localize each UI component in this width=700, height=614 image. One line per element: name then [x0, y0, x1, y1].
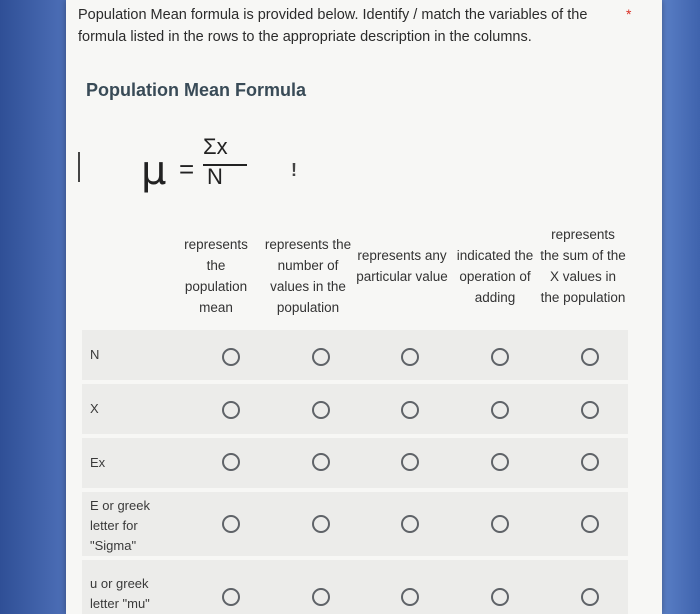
radio-sigma-population-mean[interactable] — [222, 515, 240, 533]
radio-mu-operation-adding[interactable] — [491, 588, 509, 606]
radio-x-operation-adding[interactable] — [491, 401, 509, 419]
radio-ex-number-of-values[interactable] — [312, 453, 330, 471]
radio-x-number-of-values[interactable] — [312, 401, 330, 419]
formula-denominator: N — [207, 164, 223, 189]
radio-mu-sum-of-x[interactable] — [581, 588, 599, 606]
radio-n-population-mean[interactable] — [222, 348, 240, 366]
radio-n-any-value[interactable] — [401, 348, 419, 366]
question-text: Population Mean formula is provided below. Identify / match the variables of the formula listed in the rows to the appropriate description in the columns. — [78, 7, 588, 45]
column-header-population-mean: represents the population mean — [184, 237, 248, 315]
left-background — [0, 0, 66, 614]
formula-numerator: Σx — [203, 134, 228, 159]
radio-n-number-of-values[interactable] — [312, 348, 330, 366]
radio-sigma-sum-of-x[interactable] — [581, 515, 599, 533]
row-label-ex: Ex — [90, 455, 106, 470]
text-cursor — [78, 152, 80, 182]
column-header-any-value: represents any particular value — [356, 248, 448, 284]
grid-row-x — [82, 384, 628, 434]
radio-mu-number-of-values[interactable] — [312, 588, 330, 606]
radio-x-sum-of-x[interactable] — [581, 401, 599, 419]
alert-mark: ! — [291, 160, 297, 180]
radio-mu-population-mean[interactable] — [222, 588, 240, 606]
column-header-sum-of-x: represents the sum of the X values in the population — [540, 227, 626, 305]
required-marker: * — [626, 6, 632, 22]
column-header-operation-adding: indicated the operation of adding — [456, 248, 534, 305]
radio-n-sum-of-x[interactable] — [581, 348, 599, 366]
row-label-x: X — [90, 401, 99, 416]
radio-ex-any-value[interactable] — [401, 453, 419, 471]
right-background — [662, 0, 700, 614]
radio-sigma-number-of-values[interactable] — [312, 515, 330, 533]
question-card — [66, 0, 662, 614]
formula-title: Population Mean Formula — [86, 80, 307, 100]
grid-row-ex — [82, 438, 628, 488]
radio-sigma-any-value[interactable] — [401, 515, 419, 533]
population-mean-formula — [141, 134, 271, 194]
radio-x-any-value[interactable] — [401, 401, 419, 419]
radio-mu-any-value[interactable] — [401, 588, 419, 606]
grid-row-sigma — [82, 492, 628, 556]
radio-ex-population-mean[interactable] — [222, 453, 240, 471]
grid-row-n — [82, 330, 628, 380]
grid-row-mu — [82, 560, 628, 614]
formula-equals: = — [179, 154, 195, 184]
radio-sigma-operation-adding[interactable] — [491, 515, 509, 533]
radio-n-operation-adding[interactable] — [491, 348, 509, 366]
radio-ex-sum-of-x[interactable] — [581, 453, 599, 471]
radio-x-population-mean[interactable] — [222, 401, 240, 419]
row-label-mu: u or greek letter "mu" — [90, 576, 150, 611]
formula-mu: μ — [141, 148, 167, 194]
radio-ex-operation-adding[interactable] — [491, 453, 509, 471]
row-label-sigma: E or greek letter for "Sigma" — [90, 498, 150, 553]
row-label-n: N — [90, 347, 100, 362]
column-header-number-of-values: represents the number of values in the population — [264, 237, 352, 315]
